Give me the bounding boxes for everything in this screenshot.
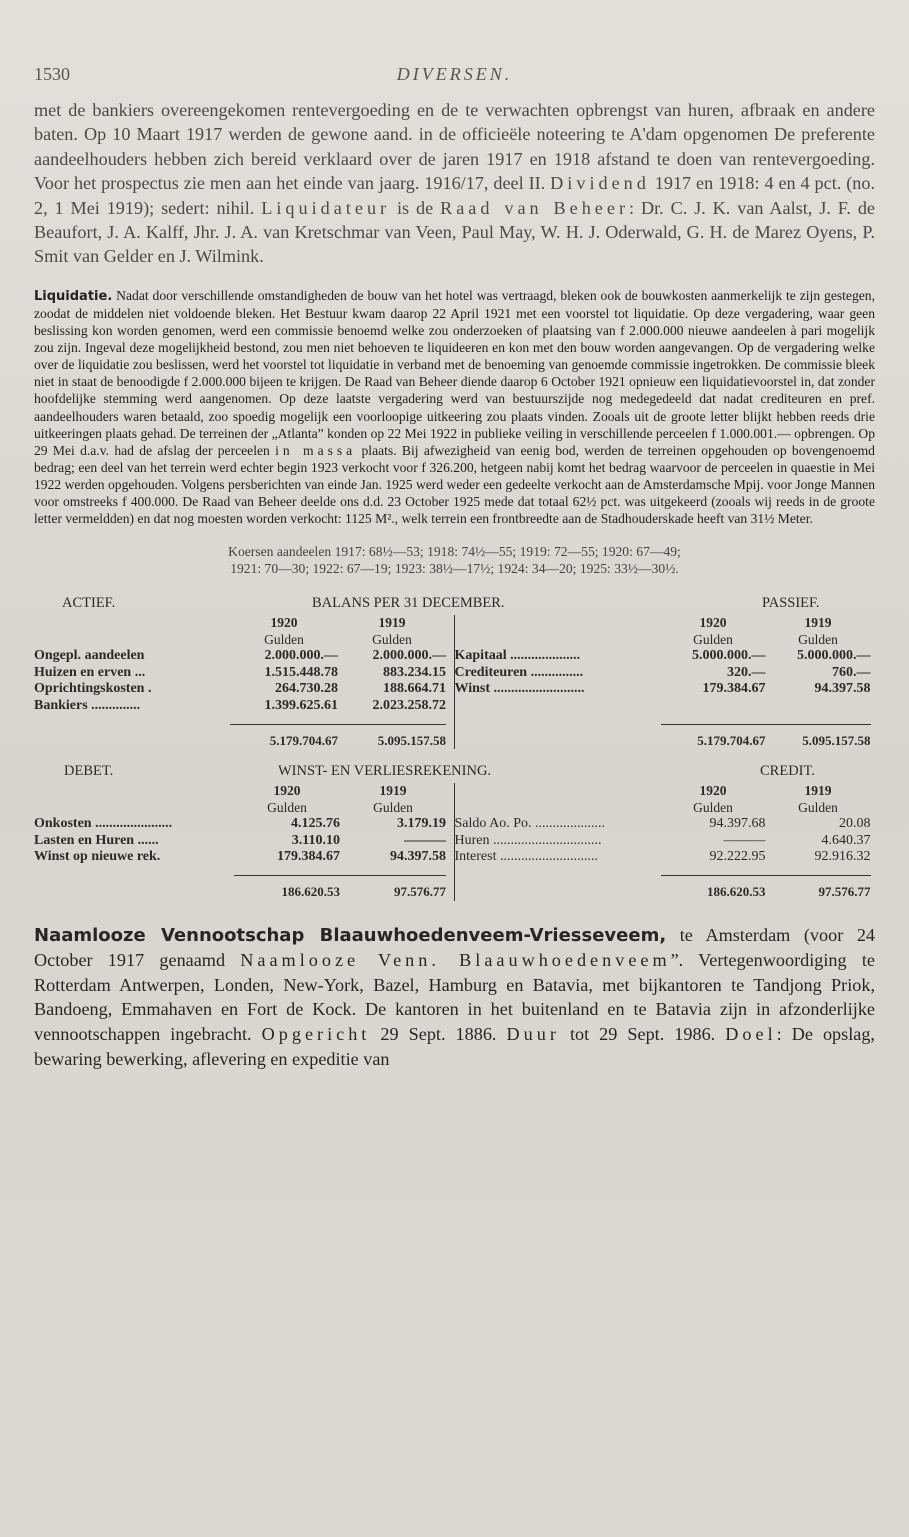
- company-former-name: Naamlooze Venn. Blaauwhoedenveem: [240, 950, 671, 971]
- credit-total-1920: 186.620.53: [661, 876, 766, 901]
- liquidatie-massa: in massa: [275, 442, 357, 458]
- passief-value-1920: 5.000.000.—: [692, 648, 766, 664]
- dividend-label: Dividend: [550, 173, 650, 194]
- debet-value-1920: 3.110.10: [291, 832, 340, 848]
- duur-text: tot 29 Sept. 1986.: [559, 1024, 726, 1045]
- credit-value-1920: 92.222.95: [709, 849, 766, 865]
- passief-title: PASSIEF.: [762, 595, 820, 612]
- raad-members: : Dr. C. J. K. van Aalst, J. F. de Beaufort, J. A. Kalff, Jhr. J. A. van Kretschmar van Veen, Paul May, W. H. J. Oderwald, G. H. de Marez Oyens, P. Smit van Gelder en J. Wilmink.: [34, 197, 875, 267]
- actief-value-1919: 188.664.71: [383, 681, 446, 697]
- debet-value-1920: 179.384.67: [277, 849, 340, 865]
- actief-label: Oprichtingskosten .: [34, 681, 152, 697]
- passief-value-1920: 320.—: [727, 664, 766, 680]
- credit-row: [455, 849, 871, 866]
- unit-label: Gulden: [372, 631, 412, 647]
- passief-label: Kapitaal ....................: [454, 648, 581, 664]
- duur-label: Duur: [506, 1024, 560, 1045]
- year-1920: 1920: [699, 783, 727, 799]
- actief-label: Ongepl. aandeelen: [34, 648, 145, 664]
- credit-title: CREDIT.: [760, 763, 815, 780]
- credit-value-1919: 20.08: [839, 816, 871, 832]
- actief-value-1920: 1.515.448.78: [264, 664, 338, 680]
- year-1919: 1919: [379, 783, 407, 799]
- actief-value-1919: 883.234.15: [383, 664, 446, 680]
- year-1919: 1919: [804, 615, 832, 631]
- passief-value-1919: 5.000.000.—: [797, 648, 871, 664]
- debet-value-1919: 94.397.58: [390, 849, 446, 865]
- balans-titles: [34, 595, 875, 615]
- debet-label: Winst op nieuwe rek.: [34, 849, 161, 865]
- credit-value-1920: 94.397.68: [709, 816, 766, 832]
- passief-column: [454, 615, 876, 749]
- debet-column: [34, 783, 454, 901]
- debet-value-1919: ———: [404, 832, 446, 848]
- debet-table: [34, 783, 446, 901]
- credit-row: [455, 833, 871, 850]
- credit-label: Saldo Ao. Po. ....................: [454, 816, 606, 832]
- year-1919: 1919: [378, 615, 406, 631]
- koersen-line-2: 1921: 70—30; 1922: 67—19; 1923: 38½—17½; 1924: 34—20; 1925: 33½—30½.: [230, 561, 679, 577]
- actief-column: [34, 615, 454, 749]
- debet-value-1919: 3.179.19: [397, 816, 446, 832]
- actief-row: [34, 665, 446, 682]
- passief-table: [455, 615, 871, 749]
- winst-titles: [34, 763, 875, 783]
- liquidateur-label: Liquidateur: [261, 197, 391, 218]
- passief-row: [455, 681, 871, 698]
- actief-value-1920: 2.000.000.—: [264, 648, 338, 664]
- passief-label: Crediteuren ...............: [454, 664, 584, 680]
- debet-row: [34, 816, 446, 833]
- winst-title: WINST- EN VERLIESREKENING.: [278, 763, 492, 780]
- debet-row: [34, 833, 446, 850]
- passief-row: [455, 665, 871, 682]
- balans-sheet: [34, 595, 875, 749]
- intro-paragraph: [34, 98, 875, 269]
- intro-text: met de bankiers overeengekomen rentevergoeding en de te verwachten opbrengst van huren, afbraak en andere baten. Op 10 Maart 1917 werden de gewone aand. in de officieële noteering te A'dam opgenomen De preferente aandeelhouders hebben zich bereid verklaard over de jaren 1917 en 1918 afstand te doen van rentevergoeding. Voor het prospectus zie men aan het einde van jaarg. 1916/17, deel II.: [34, 100, 875, 194]
- actief-value-1919: 2.000.000.—: [372, 648, 446, 664]
- liquidatie-lead: Liquidatie.: [34, 288, 113, 304]
- actief-row: [34, 648, 446, 665]
- credit-label: Huren ...............................: [454, 832, 602, 848]
- koersen-line-1: Koersen aandeelen 1917: 68½—53; 1918: 74½—55; 1919: 72—55; 1920: 67—49;: [228, 544, 681, 560]
- debet-total-1919: 97.576.77: [340, 876, 446, 901]
- year-1920: 1920: [273, 783, 301, 799]
- company-text-1: te Amsterdam (voor 24 October 1917 genaamd: [34, 924, 876, 971]
- passief-value-1920: 179.384.67: [702, 681, 766, 697]
- actief-label: Bankiers ..............: [34, 697, 141, 713]
- debet-total-1920: 186.620.53: [234, 876, 340, 901]
- credit-row: [455, 816, 871, 833]
- passief-value-1919: 94.397.58: [814, 681, 871, 697]
- passief-value-1919: 760.—: [832, 664, 871, 680]
- passief-total-1919: 5.095.157.58: [766, 724, 871, 749]
- unit-label: Gulden: [264, 631, 304, 647]
- credit-value-1919: 4.640.37: [821, 832, 871, 848]
- opgericht-label: Opgericht: [261, 1024, 371, 1045]
- balans-title: BALANS PER 31 DECEMBER.: [312, 595, 505, 612]
- opgericht-date: 29 Sept. 1886.: [370, 1024, 507, 1045]
- liquidateur-mid: is de: [390, 197, 441, 218]
- doel-text: : De opslag, bewaring bewerking, aflevering en expeditie van: [34, 1024, 875, 1069]
- running-title: DIVERSEN.: [396, 64, 513, 84]
- actief-row: [34, 681, 446, 698]
- unit-label: Gulden: [373, 799, 413, 815]
- debet-value-1920: 4.125.76: [291, 816, 340, 832]
- actief-title: ACTIEF.: [62, 595, 116, 612]
- unit-label: Gulden: [267, 799, 307, 815]
- koersen: [34, 543, 875, 577]
- actief-total-1919: 5.095.157.58: [338, 724, 446, 749]
- actief-total-1920: 5.179.704.67: [230, 724, 338, 749]
- doel-label: Doel: [725, 1024, 777, 1045]
- liquidatie-paragraph: [34, 287, 875, 527]
- actief-table: [34, 615, 446, 749]
- passief-row: [455, 648, 871, 665]
- liquidatie-text-1: Nadat door verschillende omstandigheden de bouw van het hotel was vertraagd, bleken ook de bouwkosten aanmerkelijk te zijn gestegen, zoodat de middelen niet voldoende bleken. Het Bestuur kwam daarop 22 April 1921 met een voorstel tot liquidatie. Op deze vergadering, waar geen beslissing kon worden genomen, werd een commissie benoemd welke zou onderzoeken of plaatsing van f 2.000.000 nieuwe aandeelen à pari mogelijk zou zijn. Ingeval deze mogelijkheid bestond, zou men niet behoeven te liquideeren en kon met den bouw worden aangevangen. Op de vergadering welke over de liquidatie zou beslissen, werd het voorstel tot liquidatie in verband met de benoeming van genoemde commissie ingetrokken. De commissie bleek niet in staat de benoodigde f 2.000.000 bijeen te krijgen. De Raad van Beheer diende daarop 6 October 1921 opnieuw een liquidatievoorstel in, dat zonder hoofdelijke stemming werd aangenomen. Op deze laatste vergadering werd van bestuurszijde nog medegedeeld dat nadat crediteuren en pref. aandeelhouders waren betaald, zoo spoedig mogelijk een voorloopige uitkeering zou plaats vinden. Zooals uit de groote letter blijkt hebben reeds drie uitkeeringen plaats gehad. De terreinen der „Atlanta” konden op 22 Mei 1922 in publieke veiling in verschillende perceelen f 1.000.001.— opbrengen. Op 29 Mei d.a.v. had de afslag der perceelen: [34, 287, 875, 458]
- company-entry-blaauwhoedenveem: [34, 923, 875, 1072]
- passief-total-1920: 5.179.704.67: [661, 724, 766, 749]
- actief-value-1919: 2.023.258.72: [372, 697, 446, 713]
- winst-verlies-sheet: [34, 763, 875, 901]
- unit-label: Gulden: [693, 799, 733, 815]
- actief-value-1920: 1.399.625.61: [264, 697, 338, 713]
- company-text-2: ”. Vertegenwoordiging te Rotterdam Antwerpen, Londen, New-York, Bazel, Hamburg en Batavia, met bijkantoren te Tandjong Priok, Bandoeng, Emmahaven en Fort de Kock. De kantoren in het buitenland en te Batavia zijn in afzonderlijke vennootschappen ingebracht.: [34, 950, 875, 1045]
- credit-table: [455, 783, 871, 901]
- unit-label: Gulden: [798, 631, 838, 647]
- unit-label: Gulden: [798, 799, 838, 815]
- debet-title: DEBET.: [64, 763, 114, 780]
- actief-row: [34, 698, 446, 715]
- debet-row: [34, 849, 446, 866]
- credit-value-1920: ———: [723, 832, 766, 848]
- liquidatie-text-2: plaats. Bij afwezigheid van eenig bod, werden de terreinen opgehouden op bovengenoemd bedrag; een deel van het terrein werd echter begin 1923 verkocht voor f 326.200, hetgeen nabij komt het bedrag waarvoor de perceelen in quaestie in Mei 1922 werden opgehouden. Volgens persberichten van einde Jan. 1925 werd weder een gedeelte verkocht aan de Amsterdamsche Mpij. voor Jonge Mannen voor omstreeks f 400.000. De Raad van Beheer deelde ons d.d. 23 October 1925 mede dat totaal 62½ pct. was uitgekeerd (zooals wij reeds in de groote letter vermeldden) en dat nog moesten worden verkocht: 1125 M²., welk terrein een frontbreedte aan de Stadhouderskade heeft van 31½ Meter.: [34, 442, 875, 527]
- credit-value-1919: 92.916.32: [814, 849, 871, 865]
- raad-label: Raad van Beheer: [440, 197, 630, 218]
- actief-value-1920: 264.730.28: [275, 681, 338, 697]
- credit-label: Interest ............................: [454, 849, 598, 865]
- page-header: [34, 58, 875, 98]
- debet-label: Onkosten ......................: [34, 816, 173, 832]
- credit-total-1919: 97.576.77: [766, 876, 871, 901]
- passief-label: Winst ..........................: [454, 681, 585, 697]
- year-1919: 1919: [804, 783, 832, 799]
- unit-label: Gulden: [693, 631, 733, 647]
- debet-label: Lasten en Huren ......: [34, 832, 159, 848]
- page-number: 1530: [34, 64, 70, 84]
- company-title: Naamlooze Vennootschap Blaauwhoedenveem-Vriesseveem,: [34, 924, 667, 946]
- year-1920: 1920: [270, 615, 298, 631]
- year-1920: 1920: [699, 615, 727, 631]
- credit-column: [454, 783, 876, 901]
- actief-label: Huizen en erven ...: [34, 664, 146, 680]
- dividend-text: 1917 en 1918: 4 en 4 pct. (no. 2, 1 Mei 1919); sedert: nihil.: [34, 173, 876, 218]
